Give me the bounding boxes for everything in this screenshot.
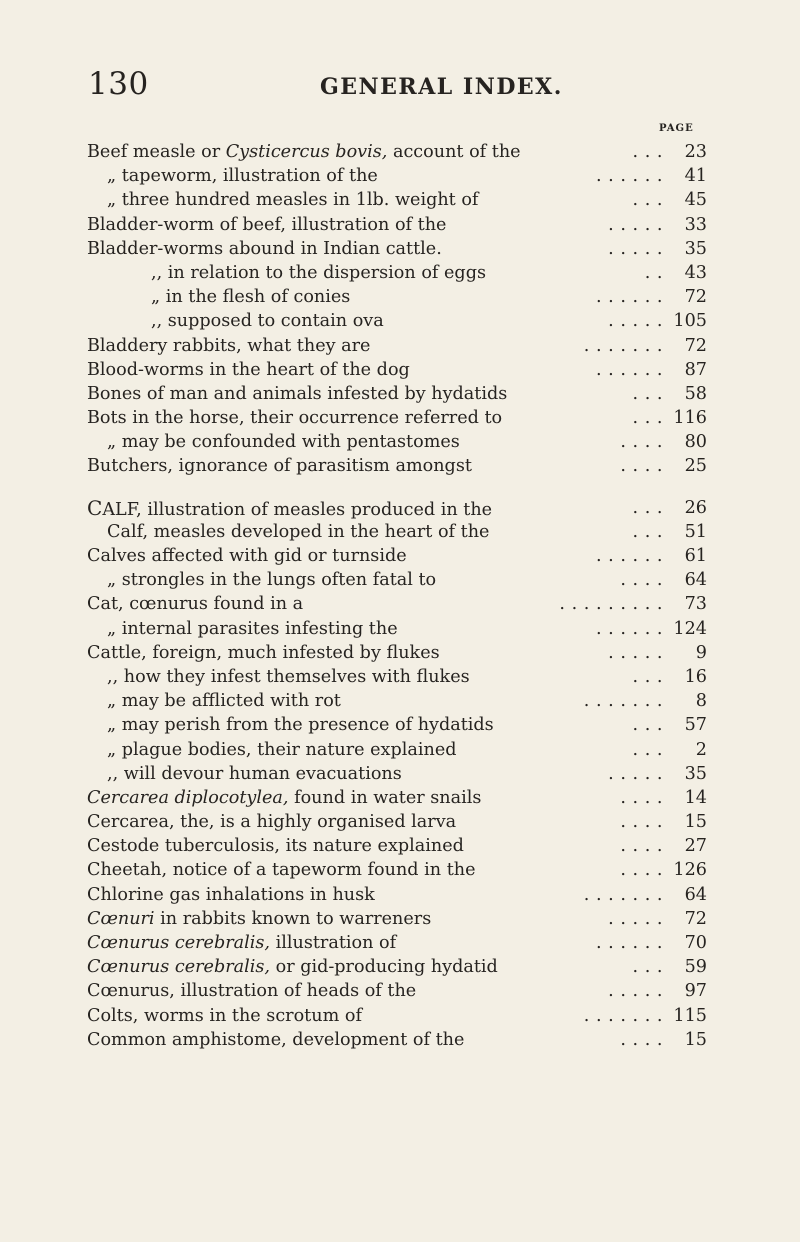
entry-page-number: 59 [684, 957, 707, 978]
entry-page-number: 41 [684, 166, 707, 187]
entry-label: may be afflicted with rot [116, 691, 341, 712]
entry-label: internal parasites infesting the [116, 618, 398, 639]
entry-page-number: 16 [684, 666, 707, 687]
entry-text [107, 689, 341, 713]
entry-page-number: 35 [684, 763, 707, 784]
entry-text [87, 834, 464, 858]
entry-page-number: 97 [684, 981, 707, 1002]
entry-text [151, 309, 384, 333]
entry-label: tapeworm, illustration of the [116, 166, 378, 187]
entry-page-number: 73 [684, 594, 707, 615]
ditto-mark: „ [107, 166, 117, 187]
index-entry [87, 979, 707, 1003]
entry-label: plague bodies, their nature explained [116, 739, 457, 760]
entry-text [87, 358, 410, 382]
entry-label: Cattle, foreign, much infested by flukes [87, 642, 440, 663]
page-header [78, 66, 740, 106]
running-title: GENERAL INDEX. [320, 74, 563, 100]
index-entry [87, 617, 707, 641]
entry-page-number: 87 [684, 359, 707, 380]
entry-text [87, 237, 442, 261]
index-entry [87, 883, 707, 907]
index-entry [87, 334, 707, 358]
leader-dots: . . . . [620, 1029, 663, 1050]
entry-label: may perish from the presence of hydatids [116, 715, 494, 736]
entry-label: Bladder-worms abound in Indian cattle. [87, 238, 442, 259]
entry-page-number: 80 [684, 432, 707, 453]
entry-text [87, 1004, 362, 1028]
ditto-mark: „ [151, 287, 161, 308]
entry-label: Beef measle or [87, 142, 226, 162]
leader-dots: . . . . . . [595, 287, 663, 308]
entry-text [107, 738, 457, 762]
ditto-mark: „ [107, 570, 117, 591]
leader-dots: . . . [632, 190, 663, 211]
index-entry [87, 213, 707, 237]
ditto-mark: „ [107, 190, 117, 211]
entry-text [87, 810, 456, 834]
leader-dots: . . . . [620, 570, 663, 591]
entry-page-number: 64 [684, 570, 707, 591]
entry-page-number: 64 [684, 884, 707, 905]
leader-dots: . . . [632, 521, 663, 542]
entry-text [87, 931, 396, 955]
index-entry [87, 568, 707, 592]
entry-page-number: 25 [684, 456, 707, 477]
index-entries [87, 140, 707, 1052]
entry-label: Blood-worms in the heart of the dog [87, 359, 410, 380]
entry-label: Cat, cœnurus found in a [87, 594, 304, 615]
index-entry [87, 713, 707, 737]
index-entry [87, 285, 707, 309]
index-entry [87, 641, 707, 665]
ditto-mark: „ [107, 618, 117, 639]
entry-page-number: 43 [684, 262, 707, 283]
entry-label: Bladder-worm of beef, illustration of the [87, 214, 447, 235]
entry-label: ALF, illustration of measles produced in the [102, 499, 493, 520]
index-entry [87, 164, 707, 188]
entry-page-number: 9 [695, 642, 707, 663]
entry-page-number: 115 [673, 1005, 707, 1026]
entry-italic: Cœnurus cerebralis, [87, 933, 271, 953]
leader-dots: . . . [632, 408, 663, 429]
leader-dots: . . . [632, 142, 663, 162]
index-entry [87, 382, 707, 406]
entry-page-number: 72 [684, 335, 707, 356]
ditto-mark: ,, [107, 666, 119, 687]
entry-label: Cheetah, notice of a tapeworm found in the [87, 860, 476, 881]
entry-label: in relation to the dispersion of eggs [162, 262, 486, 283]
entry-label-cont: account of the [387, 142, 521, 162]
drop-cap: C [87, 495, 103, 520]
entry-page-number: 61 [684, 546, 707, 566]
entry-page-number: 2 [695, 739, 707, 760]
entry-page-number: 57 [684, 715, 707, 736]
ditto-mark: ,, [151, 311, 163, 332]
entry-page-number: 126 [673, 860, 707, 881]
index-entry [87, 907, 707, 931]
entry-text [107, 665, 470, 689]
entry-page-number: 45 [684, 190, 707, 211]
entry-text [87, 213, 446, 237]
entry-page-number: 105 [673, 311, 707, 332]
entry-text [87, 1028, 464, 1052]
index-entry [87, 665, 707, 689]
entry-page-number: 35 [684, 238, 707, 259]
index-entry [87, 520, 707, 544]
entry-label: in the flesh of conies [160, 287, 351, 308]
leader-dots: . . . [632, 739, 663, 760]
entry-label: Common amphistome, development of the [87, 1029, 465, 1050]
leader-dots: . . . . . . [595, 933, 663, 953]
entry-text [87, 955, 498, 979]
entry-text [87, 979, 416, 1003]
entry-text [151, 261, 486, 285]
index-entry [87, 955, 707, 979]
entry-text [87, 544, 407, 568]
entry-text [87, 786, 481, 810]
entry-label-cont: in rabbits known to warreners [154, 908, 432, 929]
entry-label: Butchers, ignorance of parasitism amongst [87, 456, 472, 477]
entry-text [87, 334, 370, 358]
entry-page-number: 27 [684, 836, 707, 857]
index-entry [87, 931, 707, 955]
entry-text [87, 140, 521, 164]
entry-label: Cestode tuberculosis, its nature explained [87, 836, 464, 857]
ditto-mark: ,, [107, 763, 119, 784]
entry-label: strongles in the lungs often fatal to [116, 570, 437, 591]
leader-dots: . . . . . . . [583, 335, 663, 356]
leader-dots: . . . . . . . . . [559, 594, 663, 615]
index-entry [87, 858, 707, 882]
entry-label: how they infest themselves with flukes [118, 666, 470, 687]
leader-dots: . . . . . [608, 238, 663, 259]
index-entry [87, 544, 707, 568]
entry-text [107, 164, 378, 188]
entry-text [107, 430, 460, 454]
entry-text [107, 762, 402, 786]
entry-text [87, 907, 431, 931]
index-entry [87, 786, 707, 810]
index-entry [87, 762, 707, 786]
entry-text [87, 858, 476, 882]
entry-label: Colts, worms in the scrotum of [87, 1005, 362, 1026]
entry-label: Calf, measles developed in the heart of the [107, 521, 490, 542]
entry-label: Bones of man and animals infested by hydatids [87, 383, 508, 404]
entry-label: Calves affected with gid or turnside [87, 546, 407, 566]
entry-page-number: 14 [684, 787, 707, 808]
ditto-mark: „ [107, 432, 117, 453]
leader-dots: . . . . . [608, 642, 663, 663]
entry-label-cont: or gid-producing hydatid [270, 957, 498, 978]
index-entry [87, 689, 707, 713]
entry-text [87, 641, 440, 665]
leader-dots: . . . . . [608, 981, 663, 1002]
entry-text [87, 406, 502, 430]
index-entry [87, 454, 707, 478]
entry-page-number: 23 [684, 142, 707, 162]
page-column-label: PAGE [659, 123, 694, 134]
leader-dots: . . . . . [608, 763, 663, 784]
entry-label: Bladdery rabbits, what they are [87, 335, 371, 356]
ditto-mark: „ [107, 691, 117, 712]
entry-label: Cercarea, the, is a highly organised larva [87, 812, 457, 833]
entry-italic: Cœnurus cerebralis, [87, 957, 271, 978]
leader-dots: . . . [632, 497, 663, 518]
leader-dots: . . . . . . [595, 546, 663, 566]
leader-dots: . . . . [620, 456, 663, 477]
leader-dots: . . . [632, 715, 663, 736]
leader-dots: . . [644, 262, 663, 283]
entry-label: Chlorine gas inhalations in husk [87, 884, 375, 905]
leader-dots: . . . . . . . [583, 1005, 663, 1026]
leader-dots: . . . [632, 383, 663, 404]
entry-page-number: 72 [684, 908, 707, 929]
entry-label: Cœnurus, illustration of heads of the [87, 981, 417, 1002]
entry-page-number: 116 [673, 408, 707, 429]
entry-label: may be confounded with pentastomes [116, 432, 460, 453]
entry-label: Bots in the horse, their occurrence referred to [87, 408, 503, 429]
ditto-mark: ,, [151, 262, 163, 283]
entry-italic: Cœnuri [87, 908, 155, 929]
entry-label-cont: illustration of [270, 933, 397, 953]
leader-dots: . . . [632, 957, 663, 978]
entry-page-number: 51 [684, 521, 707, 542]
entry-page-number: 26 [684, 497, 707, 518]
index-entry [87, 309, 707, 333]
entry-text [107, 713, 494, 737]
index-entry [87, 592, 707, 616]
leader-dots: . . . . [620, 432, 663, 453]
index-entry [87, 358, 707, 382]
entry-label: will devour human evacuations [118, 763, 402, 784]
index-entry [87, 1004, 707, 1028]
entry-page-number: 8 [695, 691, 707, 712]
entry-text [87, 382, 507, 406]
entry-page-number: 72 [684, 287, 707, 308]
leader-dots: . . . . [620, 812, 663, 833]
index-entry [87, 810, 707, 834]
leader-dots: . . . . . . . [583, 691, 663, 712]
entry-text [87, 883, 375, 907]
ditto-mark: „ [107, 739, 117, 760]
entry-text [87, 454, 472, 478]
leader-dots: . . . . . . [595, 359, 663, 380]
leader-dots: . . . . [620, 860, 663, 881]
leader-dots: . . . . [620, 836, 663, 857]
section-gap [87, 479, 707, 496]
page-number: 130 [88, 66, 149, 102]
index-entry [87, 140, 707, 164]
entry-text [87, 592, 303, 616]
entry-text [107, 520, 489, 544]
entry-label-cont: found in water snails [288, 787, 482, 808]
entry-page-number: 15 [684, 812, 707, 833]
entry-text [151, 285, 350, 309]
entry-italic: Cysticercus bovis, [225, 142, 388, 162]
entry-label: three hundred measles in 1lb. weight of [116, 190, 479, 211]
index-entry [87, 834, 707, 858]
entry-text [107, 568, 436, 592]
leader-dots: . . . . . [608, 214, 663, 235]
leader-dots: . . . . . . . [583, 884, 663, 905]
index-entry [87, 430, 707, 454]
entry-italic: Cercarea diplocotylea, [87, 787, 289, 808]
leader-dots: . . . . . [608, 908, 663, 929]
leader-dots: . . . . . [608, 311, 663, 332]
leader-dots: . . . [632, 666, 663, 687]
entry-text [107, 188, 478, 212]
index-entry [87, 237, 707, 261]
index-entry [87, 738, 707, 762]
entry-page-number: 58 [684, 383, 707, 404]
entry-page-number: 15 [684, 1029, 707, 1050]
entry-page-number: 70 [684, 933, 707, 953]
ditto-mark: „ [107, 715, 117, 736]
index-entry [87, 188, 707, 212]
leader-dots: . . . . [620, 787, 663, 808]
entry-text [107, 617, 398, 641]
index-entry [87, 261, 707, 285]
entry-text [87, 496, 492, 522]
entry-label: supposed to contain ova [162, 311, 384, 332]
index-entry [87, 496, 707, 520]
entry-page-number: 33 [684, 214, 707, 235]
leader-dots: . . . . . . [595, 618, 663, 639]
index-entry [87, 1028, 707, 1052]
index-entry [87, 406, 707, 430]
leader-dots: . . . . . . [595, 166, 663, 187]
entry-page-number: 124 [673, 618, 707, 639]
